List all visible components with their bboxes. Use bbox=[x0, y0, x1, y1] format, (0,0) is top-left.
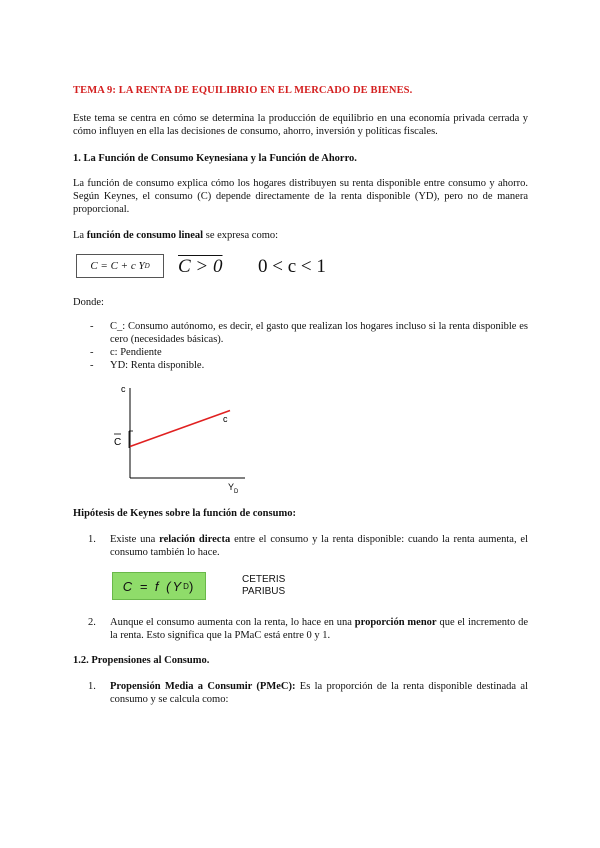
consumption-formula-box bbox=[76, 254, 164, 278]
hypothesis-item-2: 2. Aunque el consumo aumenta con la renta, lo hace en una proporción menor que el incremento de la renta. Esto significa que la PMaC está entre 0 y 1. bbox=[88, 617, 528, 641]
linear-prefix: La bbox=[73, 230, 87, 241]
x-axis-label: $Y_D$ bbox=[228, 482, 239, 495]
section1-paragraph: La función de consumo explica cómo los hogares distribuyen su renta disponible entre consumo y ahorro. Según Keynes, el consumo (C) depende directamente de la renta disponible (YD), pero no de manera proporcional. bbox=[73, 178, 528, 215]
consumption-dependency-formula: C = f (Y D ) bbox=[112, 572, 206, 600]
linear-bold: función de consumo lineal bbox=[86, 230, 204, 241]
section12-heading: 1.2. Propensiones al Consumo. bbox=[73, 655, 210, 666]
ceteris-paribus-label: CETERIS PARIBUS bbox=[242, 574, 286, 597]
propensity-item-1: 1. Propensión Media a Consumir (PMeC): Es la proporción de la renta disponible destinada al consumo y se calcula como: bbox=[88, 681, 528, 705]
intercept-label: C bbox=[114, 437, 122, 448]
donde-label: Donde: bbox=[73, 297, 104, 308]
hypothesis-item-1: 1. Existe una relación directa entre el consumo y la renta disponible: cuando la renta aumenta, el consumo también lo hace. bbox=[88, 534, 528, 558]
hypotheses-heading: Hipótesis de Keynes sobre la función de consumo: bbox=[73, 508, 296, 519]
formula-big-2: 0 < c < 1 bbox=[258, 256, 326, 277]
page-title: TEMA 9: LA RENTA DE EQUILIBRIO EN EL MERCADO DE BIENES. bbox=[73, 85, 413, 96]
y-axis-label: c bbox=[121, 384, 126, 394]
formula-box-sub: D bbox=[144, 262, 150, 270]
formula-big-1: C > 0 bbox=[178, 256, 223, 277]
definitions-list bbox=[90, 320, 528, 372]
section1-heading: 1. La Función de Consumo Keynesiana y la Función de Ahorro. bbox=[73, 153, 357, 164]
line-label: c bbox=[223, 414, 228, 424]
linear-suffix: se expresa como: bbox=[203, 230, 279, 241]
formula-box-text: C = C + c Y bbox=[90, 260, 145, 272]
slope-condition bbox=[258, 256, 326, 278]
intro-paragraph: Este tema se centra en cómo se determina la producción de equilibrio en una economía privada cerrada y cómo influyen en ella las decisiones de consumo, ahorro, inversión y políticas fiscales. bbox=[73, 113, 528, 137]
autonomous-consumption-condition bbox=[178, 256, 223, 278]
list-item: - c: Pendiente bbox=[90, 347, 162, 358]
consumption-line bbox=[130, 411, 230, 447]
list-item: - YD: Renta disponible. bbox=[90, 360, 205, 371]
list-item: - C_: Consumo autónomo, es decir, el gasto que realizan los hogares incluso si la renta disponible es cero (necesidades básicas). bbox=[90, 321, 528, 345]
linear-function-intro bbox=[73, 229, 528, 242]
consumption-function-chart bbox=[100, 378, 260, 498]
